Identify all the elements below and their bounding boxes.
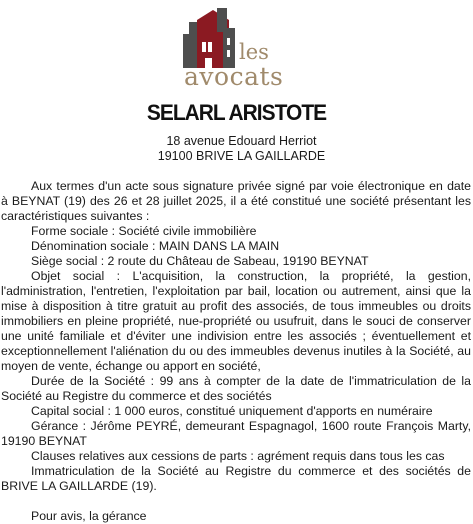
objet-social: Objet social : L'acquisition, la construction, la propriété, la gestion, l'administration, l'entretien, l'exploitation par bail, location ou autrement, ainsi que la mise à disposition à titre gratuit au profit des associés, de tous immeubles ou droits immobiliers en pleine propriété, nue-propriété ou usufruit, dans le souci de conserver une unité familiale et d'éviter une indivision entre les associés ; éventuellement et exceptionnellement l'aliénation du ou des immeubles devenus inutiles à la Société, au moyen de vente, échange ou apport en société, [1, 269, 471, 373]
gerance: Gérance : Jérôme PEYRÉ, demeurant Espagnagol, 1600 route François Marty, 19190 BEYNAT [1, 419, 471, 448]
closing-line: Pour avis, la gérance [31, 509, 147, 523]
forme-sociale: Forme sociale : Société civile immobilière [31, 224, 257, 238]
firm-name: SELARL ARISTOTE [146, 100, 327, 125]
capital-social: Capital social : 1 000 euros, constitué uniquement d'apports en numéraire [31, 404, 433, 418]
intro-paragraph: Aux termes d'un acte sous signature privée signé par voie électronique en date à BEYNAT (19) des 26 et 28 juillet 2025, il a été constitué une société présentant les caractéristiques suivantes : [1, 179, 471, 223]
firm-address-street: 18 avenue Edouard Herriot [166, 134, 317, 148]
logo-text-avocats: avocats [184, 62, 284, 91]
firm-address-city: 19100 BRIVE LA GAILLARDE [157, 149, 326, 163]
logo-buildings-icon [183, 8, 239, 68]
les-avocats-logo [183, 8, 293, 96]
immatriculation: Immatriculation de la Société au Registre du commerce et des sociétés de BRIVE LA GAILLARDE (19). [1, 464, 471, 493]
logo-text-les: les [239, 40, 269, 64]
clauses-cessions: Clauses relatives aux cessions de parts : agrément requis dans tous les cas [31, 449, 445, 463]
siege-social: Siège social : 2 route du Château de Sabeau, 19190 BEYNAT [31, 254, 369, 268]
legal-notice-body [1, 179, 471, 524]
denomination-sociale: Dénomination sociale : MAIN DANS LA MAIN [31, 239, 280, 253]
duree-societe: Durée de la Société : 99 ans à compter de la date de l'immatriculation de la Société au Registre du commerce et des sociétés [1, 374, 471, 403]
